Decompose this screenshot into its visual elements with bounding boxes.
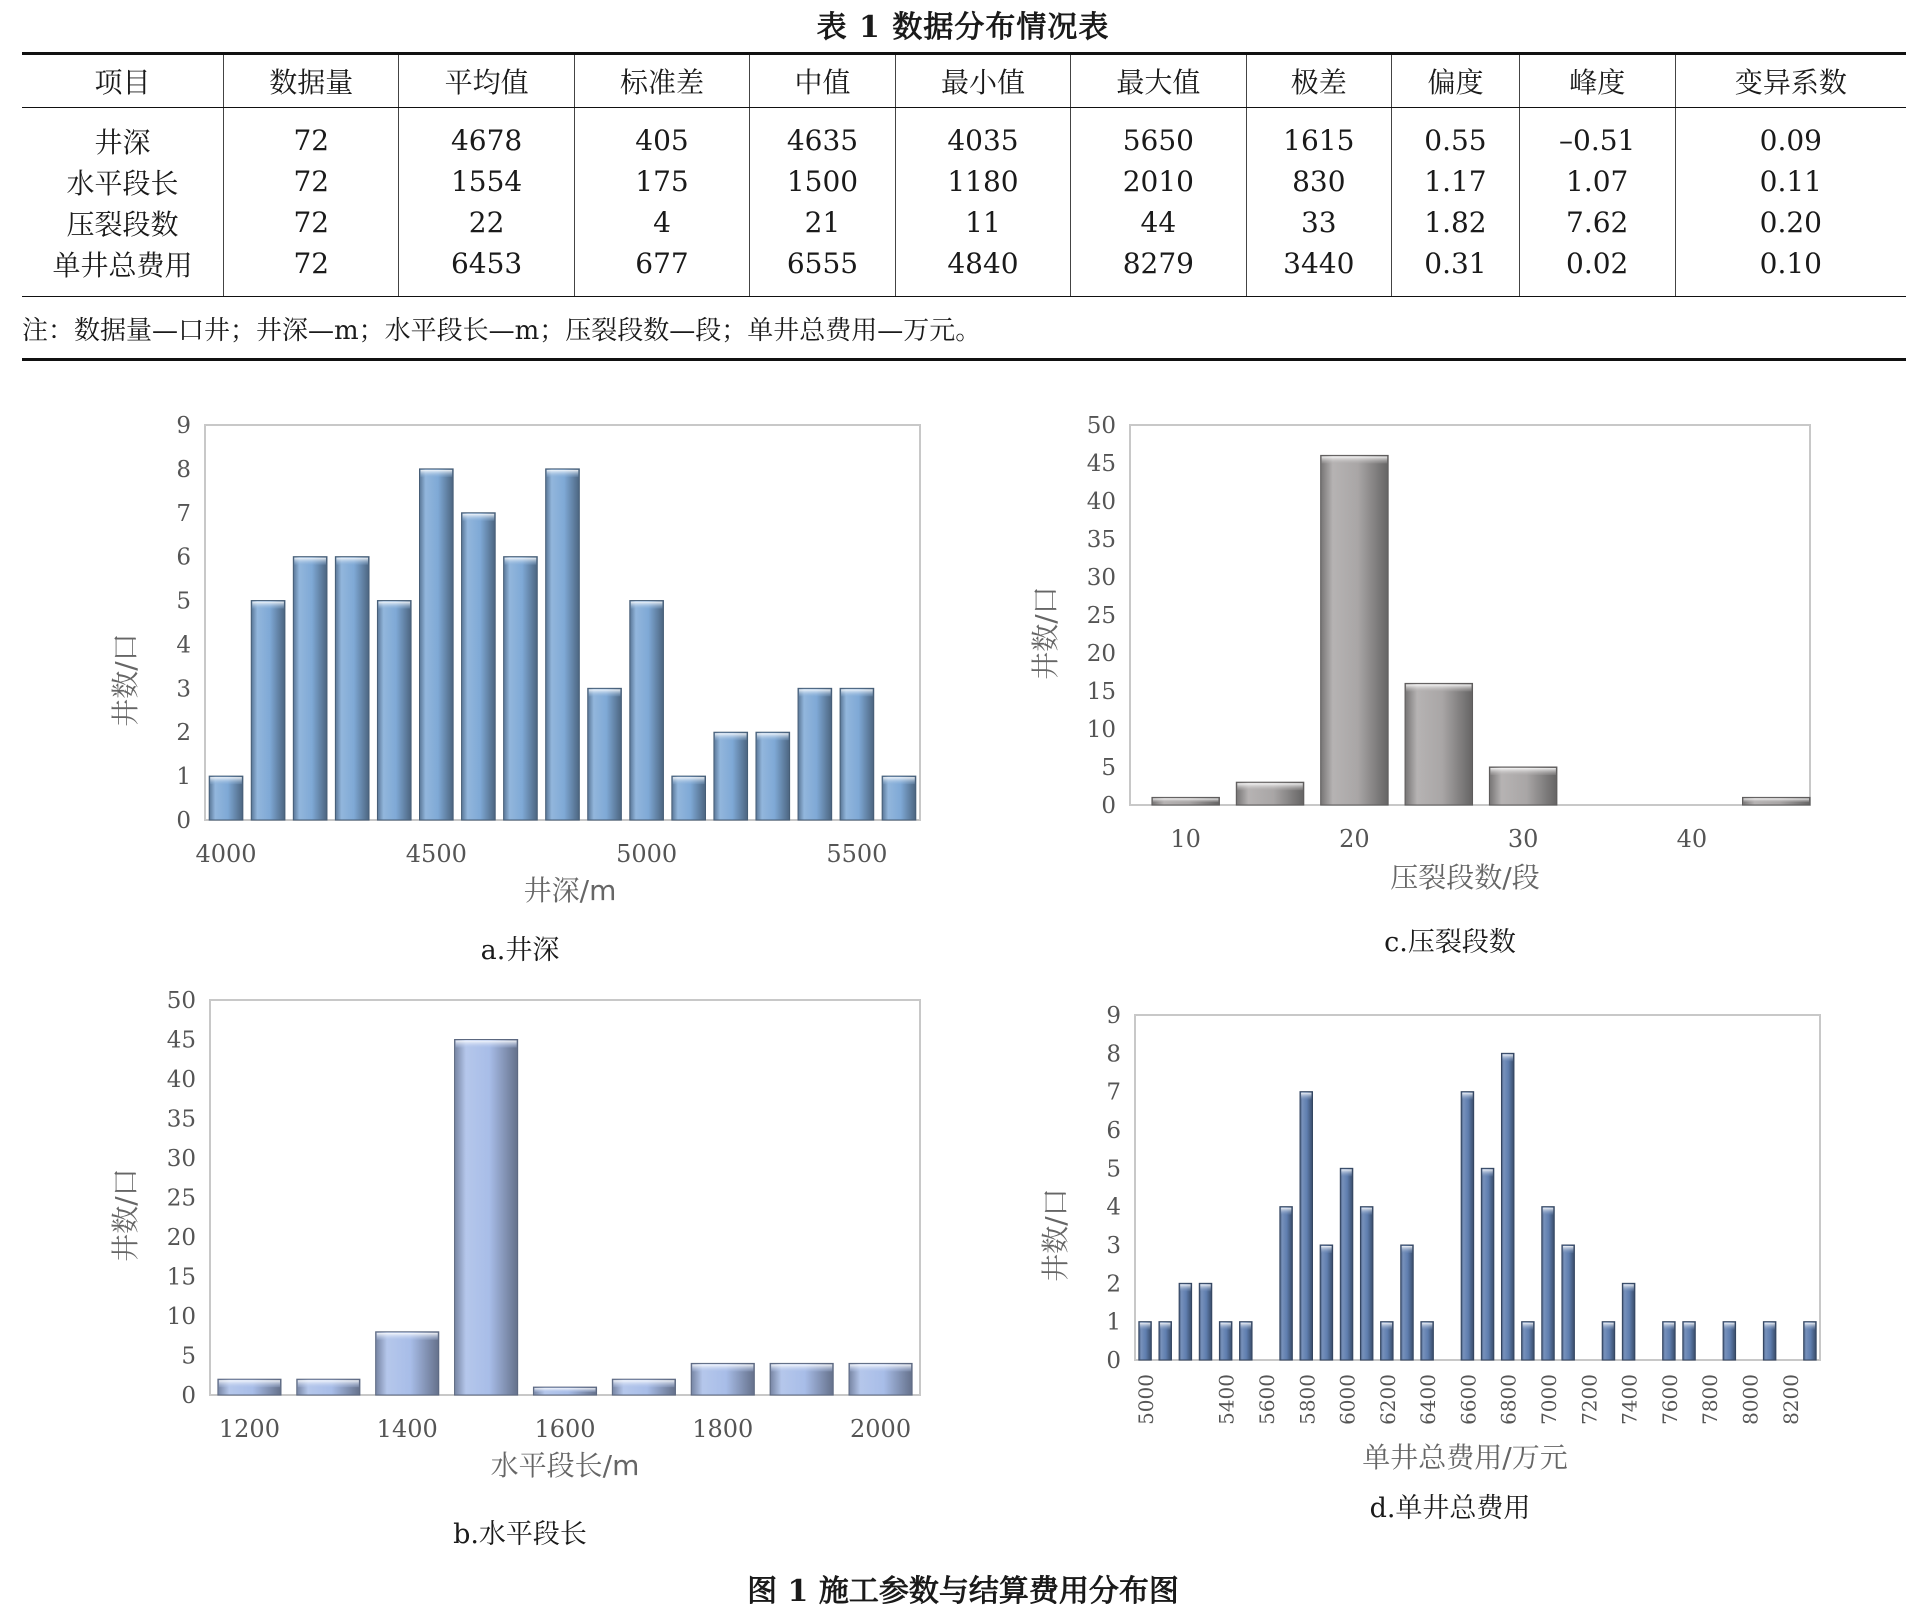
bar — [1381, 1322, 1393, 1360]
x-tick-label: 7000 — [1537, 1374, 1562, 1425]
bar — [1542, 1207, 1554, 1360]
bar — [1219, 1322, 1231, 1360]
table-cell: 72 — [224, 161, 399, 202]
table-cell: 4035 — [895, 108, 1070, 162]
table-cell: 11 — [895, 202, 1070, 243]
bar — [1481, 1168, 1493, 1360]
figure-title: 图 1 施工参数与结算费用分布图 — [747, 1574, 1179, 1609]
y-tick-label: 0 — [1106, 1348, 1121, 1374]
table-bottom-rule — [22, 358, 1906, 361]
table-cell: 44 — [1071, 202, 1246, 243]
bar — [714, 732, 748, 820]
x-tick-label: 5800 — [1295, 1374, 1320, 1425]
table-cell: 21 — [750, 202, 896, 243]
x-tick-label: 8200 — [1778, 1374, 1803, 1425]
plot-frame — [1135, 1015, 1820, 1360]
bar — [1199, 1283, 1211, 1360]
bar — [1139, 1322, 1151, 1360]
bar — [1743, 797, 1810, 805]
table-cell: 175 — [574, 161, 749, 202]
table-cell: 1180 — [895, 161, 1070, 202]
table-cell: 1554 — [399, 161, 574, 202]
bar — [1152, 797, 1219, 805]
bar — [1763, 1322, 1775, 1360]
header-mean: 平均值 — [399, 54, 574, 108]
table-cell: 4 — [574, 202, 749, 243]
plot-frame — [210, 1000, 920, 1395]
caption-d: d.单井总费用 — [1369, 1493, 1531, 1524]
y-tick-label: 3 — [1106, 1233, 1121, 1259]
table-header-row — [22, 54, 1906, 108]
bar — [297, 1379, 360, 1395]
y-tick-label: 9 — [1106, 1003, 1121, 1029]
x-tick-label: 6400 — [1416, 1374, 1441, 1425]
x-tick-label: 5400 — [1214, 1374, 1239, 1425]
y-axis-title: 井数/口 — [109, 633, 142, 727]
bar — [1280, 1207, 1292, 1360]
bar — [546, 469, 580, 820]
y-tick-label: 5 — [1101, 755, 1116, 781]
x-axis-title: 单井总费用/万元 — [1362, 1441, 1568, 1474]
x-tick-label: 5000 — [1134, 1374, 1159, 1425]
bar — [691, 1363, 754, 1395]
table-cell: 22 — [399, 202, 574, 243]
bar — [293, 557, 327, 820]
y-tick-label: 2 — [1106, 1271, 1121, 1298]
bar — [1663, 1322, 1675, 1360]
bar — [588, 688, 622, 820]
x-tick-label: 6000 — [1335, 1374, 1360, 1425]
y-tick-label: 45 — [1086, 451, 1116, 477]
x-tick-label: 7400 — [1617, 1374, 1642, 1425]
y-tick-label: 8 — [1106, 1041, 1121, 1068]
bar — [1240, 1322, 1252, 1360]
table-row — [22, 243, 1906, 297]
table-cell: 1615 — [1246, 108, 1392, 162]
x-tick-label: 5500 — [826, 840, 888, 868]
table-cell: 单井总费用 — [22, 243, 224, 297]
table-cell: 水平段长 — [66, 166, 179, 200]
table-cell: 0.02 — [1519, 243, 1675, 297]
header-skewness: 偏度 — [1392, 54, 1520, 108]
y-tick-label: 20 — [1086, 641, 1116, 667]
bar — [376, 1332, 439, 1395]
y-tick-label: 0 — [1101, 793, 1116, 819]
bar — [1804, 1322, 1816, 1360]
bar — [1405, 683, 1472, 805]
bar — [1622, 1283, 1634, 1360]
bar — [1602, 1322, 1614, 1360]
table-cell: 1.17 — [1392, 161, 1520, 202]
table-cell: 1.82 — [1392, 202, 1520, 243]
y-tick-label: 45 — [166, 1027, 196, 1054]
bar — [612, 1379, 675, 1395]
table-cell: 33 — [1246, 202, 1392, 243]
y-tick-label: 15 — [166, 1264, 196, 1291]
y-tick-label: 30 — [166, 1146, 196, 1172]
table-cell: 7.62 — [1519, 202, 1675, 243]
y-tick-label: 8 — [176, 456, 191, 483]
y-tick-label: 25 — [1086, 603, 1116, 629]
table-cell: 6453 — [399, 243, 574, 297]
y-tick-label: 6 — [176, 544, 191, 571]
header-max: 最大值 — [1071, 54, 1246, 108]
bar — [1489, 767, 1556, 805]
y-tick-label: 40 — [1086, 489, 1116, 515]
y-tick-label: 6 — [1106, 1118, 1121, 1144]
bar — [1321, 455, 1388, 805]
y-tick-label: 5 — [1106, 1156, 1121, 1183]
y-tick-label: 9 — [176, 413, 191, 439]
table-cell: 830 — [1246, 161, 1392, 202]
x-tick-label: 1600 — [534, 1415, 596, 1443]
header-std: 标准差 — [574, 54, 749, 108]
bar — [798, 688, 832, 820]
statistics-table — [22, 52, 1906, 297]
x-tick-label: 6600 — [1456, 1374, 1481, 1425]
table-cell: 0.20 — [1675, 202, 1906, 243]
chart-fracturing-stages — [1000, 405, 1880, 930]
bar — [1401, 1245, 1413, 1360]
caption-a: a.井深 — [480, 935, 560, 966]
bar — [377, 601, 411, 820]
y-tick-label: 50 — [166, 988, 196, 1014]
x-tick-label: 6200 — [1375, 1374, 1400, 1425]
table-cell: 0.55 — [1392, 108, 1520, 162]
bar — [209, 776, 243, 820]
header-count: 数据量 — [224, 54, 399, 108]
y-tick-label: 3 — [176, 676, 191, 703]
bar — [1320, 1245, 1332, 1360]
x-tick-label: 40 — [1676, 825, 1708, 853]
chart-total-cost — [1020, 1005, 1900, 1495]
table-cell: 4678 — [399, 108, 574, 162]
y-tick-label: 5 — [181, 1343, 196, 1370]
table-cell: 0.31 — [1392, 243, 1520, 297]
table-cell: 2010 — [1071, 161, 1246, 202]
y-tick-label: 20 — [166, 1225, 196, 1251]
x-tick-label: 4500 — [405, 840, 467, 868]
bar — [462, 513, 496, 820]
bar — [455, 1040, 518, 1396]
bar — [335, 557, 369, 820]
y-axis-title: 井数/口 — [1039, 1188, 1072, 1282]
bar — [630, 601, 664, 820]
bar — [1501, 1053, 1513, 1360]
x-tick-label: 1400 — [376, 1415, 438, 1443]
table-cell: 1.07 — [1519, 161, 1675, 202]
table-title: 表 1 数据分布情况表 — [816, 10, 1110, 45]
y-tick-label: 0 — [176, 808, 191, 834]
table-cell: 0.09 — [1675, 108, 1906, 162]
table-cell: 72 — [224, 108, 399, 162]
bar — [770, 1363, 833, 1395]
x-axis-title: 水平段长/m — [490, 1449, 640, 1482]
y-tick-label: 7 — [1106, 1079, 1121, 1106]
bar — [420, 469, 454, 820]
table-cell: 4840 — [895, 243, 1070, 297]
y-tick-label: 15 — [1086, 679, 1116, 705]
x-tick-label: 5600 — [1254, 1374, 1279, 1425]
y-tick-label: 30 — [1086, 565, 1116, 591]
y-tick-label: 0 — [181, 1383, 196, 1409]
table-cell: 8279 — [1071, 243, 1246, 297]
y-tick-label: 35 — [166, 1106, 196, 1133]
table-cell: 压裂段数 — [66, 207, 179, 241]
x-tick-label: 30 — [1507, 825, 1539, 853]
bar — [1723, 1322, 1735, 1360]
table-note: 注：数据量—口井；井深—m；水平段长—m；压裂段数—段；单井总费用—万元。 — [22, 316, 982, 346]
bar — [1236, 782, 1303, 805]
y-tick-label: 4 — [1106, 1194, 1121, 1221]
bar — [1522, 1322, 1534, 1360]
x-tick-label: 7200 — [1577, 1374, 1602, 1425]
chart-horizontal-length — [90, 985, 960, 1495]
header-cv: 变异系数 — [1675, 54, 1906, 108]
caption-b: b.水平段长 — [453, 1519, 587, 1550]
bar — [1562, 1245, 1574, 1360]
bar — [672, 776, 706, 820]
y-tick-label: 10 — [1086, 717, 1116, 743]
table-cell: 井深 — [94, 125, 151, 159]
bar — [1461, 1092, 1473, 1360]
header-kurtosis: 峰度 — [1519, 54, 1675, 108]
x-tick-label: 2000 — [850, 1415, 912, 1443]
y-tick-label: 7 — [176, 500, 191, 527]
x-tick-label: 7800 — [1698, 1374, 1723, 1425]
bar — [218, 1379, 281, 1395]
table-row — [22, 108, 1906, 162]
y-tick-label: 40 — [166, 1067, 196, 1093]
table-cell: 5650 — [1071, 108, 1246, 162]
y-tick-label: 25 — [166, 1185, 196, 1212]
bar — [849, 1363, 912, 1395]
table-cell: 72 — [224, 202, 399, 243]
y-tick-label: 35 — [1086, 527, 1116, 553]
header-item: 项目 — [22, 54, 224, 108]
table-cell: 677 — [574, 243, 749, 297]
table-cell: 72 — [224, 243, 399, 297]
y-tick-label: 10 — [166, 1304, 196, 1330]
chart-well-depth — [90, 400, 960, 960]
bar — [840, 688, 874, 820]
table-cell: 3440 — [1246, 243, 1392, 297]
bar — [504, 557, 538, 820]
bar — [533, 1387, 596, 1395]
x-tick-label: 10 — [1170, 825, 1201, 853]
table-cell: 405 — [574, 108, 749, 162]
table-row — [22, 202, 1906, 243]
table-cell: 1500 — [750, 161, 896, 202]
table-cell: 4635 — [750, 108, 896, 162]
bar — [1300, 1092, 1312, 1360]
header-range: 极差 — [1246, 54, 1392, 108]
x-tick-label: 5000 — [616, 840, 678, 868]
bar — [882, 776, 916, 820]
x-tick-label: 1800 — [692, 1415, 754, 1443]
y-tick-label: 1 — [1106, 1309, 1121, 1336]
y-axis-title: 井数/口 — [1029, 586, 1062, 680]
table-cell: 0.11 — [1675, 161, 1906, 202]
x-tick-label: 6800 — [1496, 1374, 1521, 1425]
bar — [1340, 1168, 1352, 1360]
table-cell: –0.51 — [1519, 108, 1675, 162]
bar — [1179, 1283, 1191, 1360]
table-cell: 6555 — [750, 243, 896, 297]
x-tick-label: 8000 — [1738, 1374, 1763, 1425]
x-tick-label: 20 — [1339, 825, 1370, 853]
header-median: 中值 — [750, 54, 896, 108]
y-tick-label: 5 — [176, 588, 191, 615]
x-tick-label: 7600 — [1657, 1374, 1682, 1425]
x-tick-label: 4000 — [195, 840, 257, 868]
header-min: 最小值 — [895, 54, 1070, 108]
x-axis-title: 压裂段数/段 — [1390, 861, 1540, 894]
bar — [756, 732, 790, 820]
y-tick-label: 2 — [176, 720, 191, 747]
x-axis-title: 井深/m — [523, 874, 617, 907]
bar — [1683, 1322, 1695, 1360]
bar — [1360, 1207, 1372, 1360]
y-tick-label: 4 — [176, 632, 191, 659]
bar — [1421, 1322, 1433, 1360]
table-cell: 0.10 — [1675, 243, 1906, 297]
caption-c: c.压裂段数 — [1384, 927, 1516, 958]
x-tick-label: 1200 — [218, 1415, 280, 1443]
y-axis-title: 井数/口 — [109, 1168, 142, 1262]
y-tick-label: 1 — [176, 764, 191, 791]
table-row — [22, 161, 1906, 202]
bar — [1159, 1322, 1171, 1360]
bar — [251, 601, 285, 820]
y-tick-label: 50 — [1086, 413, 1116, 439]
